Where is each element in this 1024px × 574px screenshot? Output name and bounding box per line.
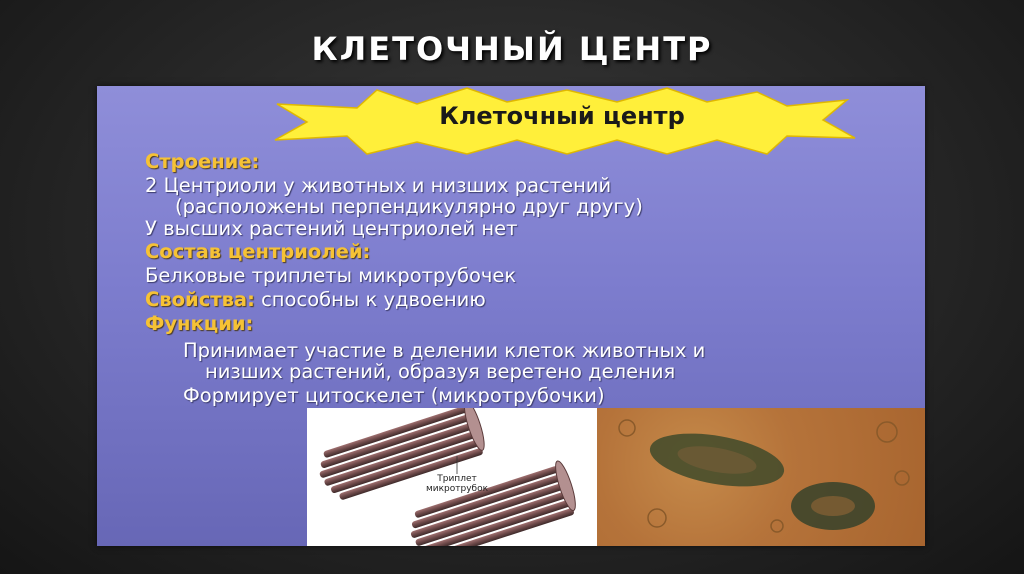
composition-heading: Состав центриолей: [145,240,371,263]
properties-text: способны к удвоению [261,288,486,311]
structure-heading: Строение: [145,150,260,173]
centrioles-text: 2 Центриоли у животных и низших растений [145,174,612,197]
function-division-text: Принимает участие в делении клеток животных и [183,339,706,362]
micrograph-drawing [597,408,925,546]
properties-heading: Свойства: [145,288,255,311]
triplet-label [415,474,499,494]
triplet-label-line1: Триплет [437,474,477,484]
functions-heading: Функции: [145,312,254,335]
perpendicular-text: (расположены перпендикулярно друг другу) [175,195,643,218]
slide-title: КЛЕТОЧНЫЙ ЦЕНТР [311,30,713,68]
function-division-text-cont: низших растений, образуя веретено деления [205,360,676,383]
centriole-micrograph [597,408,925,546]
content-panel [97,86,925,546]
triplets-text: Белковые триплеты микротрубочек [145,264,517,287]
centriole-diagram [307,408,597,546]
banner-title: Клеточный центр [439,102,685,130]
triplet-label-line2: микротрубок [425,484,489,494]
properties-row [145,288,486,311]
function-cytoskeleton-text: Формирует цитоскелет (микротрубочки) [183,384,605,407]
higher-plants-text: У высших растений центриолей нет [145,217,518,240]
